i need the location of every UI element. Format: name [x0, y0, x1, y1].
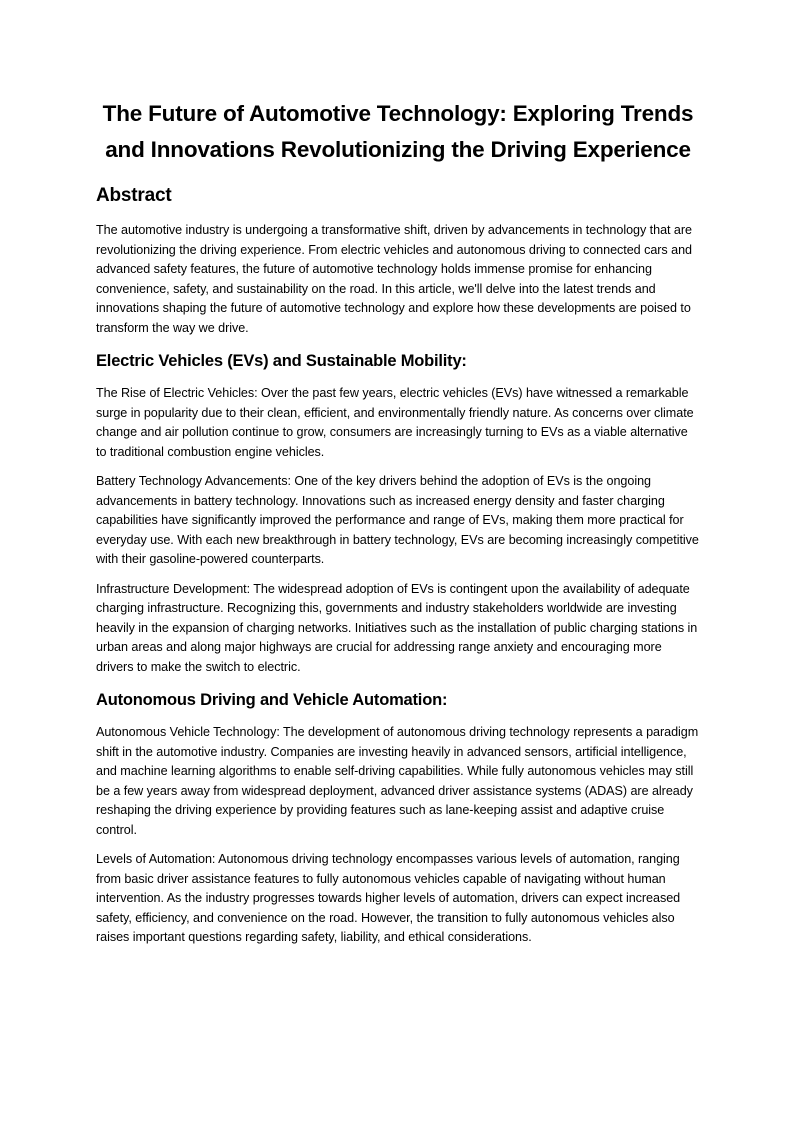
abstract-paragraph: The automotive industry is undergoing a transformative shift, driven by advancements in technology that are revolutionizing the driving experience. From electric vehicles and autonomous driving to connected cars and advanced safety features, the future of automotive technology holds immense promise for enhancing convenience, safety, and sustainability on the road. In this article, we'll delve into the latest trends and innovations shaping the future of automotive technology and explore how these developments are poised to transform the way we drive. [96, 223, 692, 335]
paragraph-levels-of-automation: Levels of Automation: Autonomous driving technology encompasses various levels of automation, ranging from basic driver assistance features to fully autonomous vehicles capable of navigating without human intervention. As the industry progresses towards higher levels of automation, drivers can expect increased safety, efficiency, and convenience on the road. However, the transition to fully autonomous vehicles also raises important questions regarding safety, liability, and ethical considerations. [96, 852, 681, 944]
paragraph-autonomous-vehicle-technology: Autonomous Vehicle Technology: The development of autonomous driving technology represents a paradigm shift in the automotive industry. Companies are investing heavily in advanced sensors, artificial intelligence, and machine learning algorithms to enable self-driving capabilities. While fully autonomous vehicles may still be a few years away from widespread deployment, advanced driver assistance systems (ADAS) are already reshaping the driving experience by providing features such as lane-keeping assist and adaptive cruise control. [96, 725, 699, 837]
section-heading-electric-vehicles: Electric Vehicles (EVs) and Sustainable Mobility: [96, 352, 467, 370]
section-heading-autonomous-driving: Autonomous Driving and Vehicle Automation: [96, 691, 448, 709]
paragraph-rise-of-electric-vehicles: The Rise of Electric Vehicles: Over the past few years, electric vehicles (EVs) have witnessed a remarkable surge in popularity due to their clean, efficient, and environmentally friendly nature. As concerns over climate change and air pollution continue to grow, consumers are increasingly turning to EVs as a viable alternative to traditional combustion engine vehicles. [96, 386, 694, 459]
document-title: The Future of Automotive Technology: Exploring Trends and Innovations Revolutionizing the Driving Experience [102, 101, 694, 162]
document-page [96, 96, 700, 948]
abstract-heading: Abstract [96, 185, 172, 206]
paragraph-battery-technology: Battery Technology Advancements: One of the key drivers behind the adoption of EVs is the ongoing advancements in battery technology. Innovations such as increased energy density and faster charging capabilities have significantly improved the performance and range of EVs, making them more practical for everyday use. With each new breakthrough in battery technology, EVs are becoming increasingly competitive with their gasoline-powered counterparts. [96, 474, 699, 566]
paragraph-infrastructure-development: Infrastructure Development: The widespread adoption of EVs is contingent upon the availability of adequate charging infrastructure. Recognizing this, governments and industry stakeholders worldwide are investing heavily in the expansion of charging networks. Initiatives such as the installation of public charging stations in urban areas and along major highways are crucial for addressing range anxiety and encouraging more drivers to make the switch to electric. [96, 581, 698, 674]
